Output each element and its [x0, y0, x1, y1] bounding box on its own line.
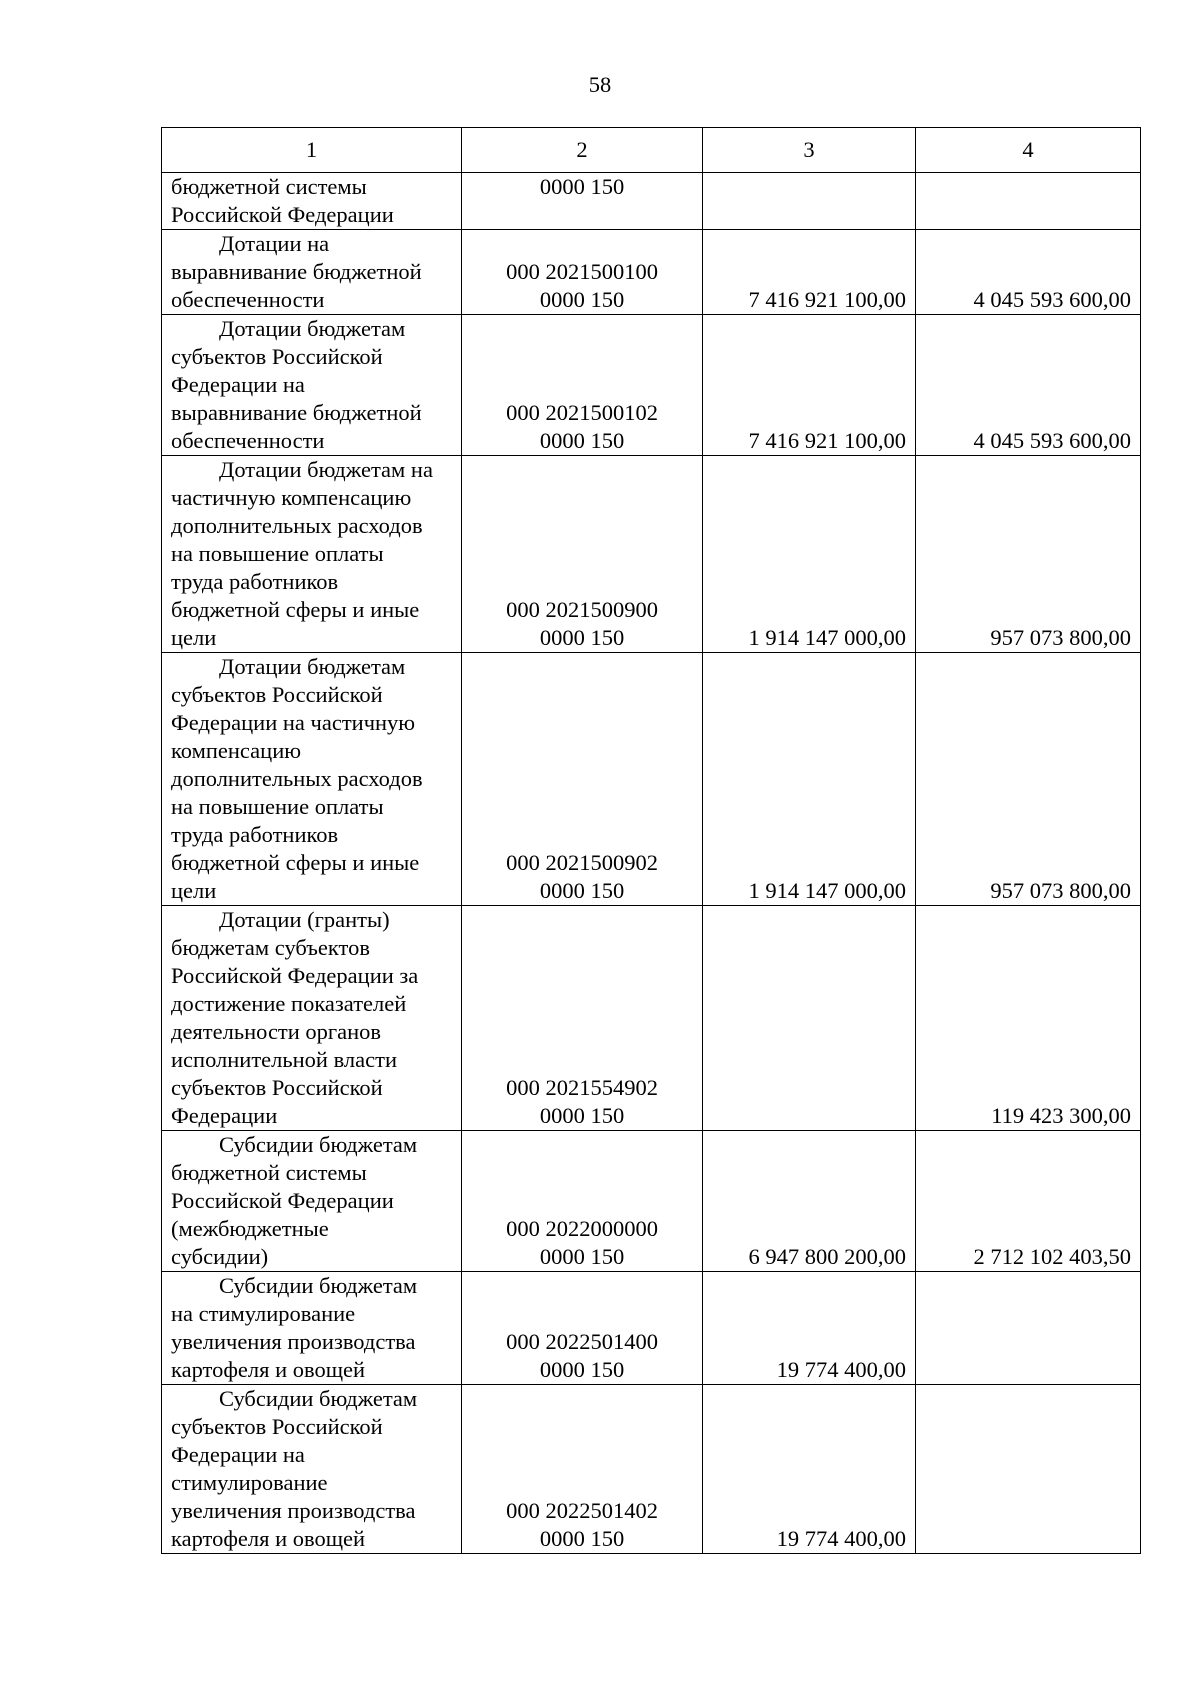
row-amount-col4: [916, 1385, 1141, 1554]
table-row: [162, 1385, 1141, 1554]
name-line: Дотации бюджетам на: [219, 457, 433, 482]
name-line: Федерации на частичную: [171, 710, 416, 735]
row-code-cell: [462, 1131, 703, 1272]
code-line: 000 2022501402: [506, 1498, 658, 1523]
row-amount-col4: [916, 1272, 1141, 1385]
name-line: картофеля и овощей: [171, 1357, 366, 1382]
row-amount-col3: 7 416 921 100,00: [703, 315, 916, 456]
name-line: компенсацию: [171, 738, 302, 763]
name-line: субъектов Российской: [171, 344, 383, 369]
row-amount-col4: 957 073 800,00: [916, 456, 1141, 653]
name-line: деятельности органов: [171, 1019, 382, 1044]
name-line: достижение показателей: [171, 991, 407, 1016]
row-amount-col3: 19 774 400,00: [703, 1385, 916, 1554]
code-line: 000 2022501400: [506, 1329, 658, 1354]
table-row: [162, 230, 1141, 315]
table-row: [162, 173, 1141, 230]
name-line: (межбюджетные: [171, 1216, 329, 1241]
name-line: Дотации (гранты): [219, 907, 390, 932]
name-line: Субсидии бюджетам: [219, 1386, 418, 1411]
row-code-cell: [462, 456, 703, 653]
name-line: увеличения производства: [171, 1329, 416, 1354]
name-line: Дотации бюджетам: [219, 316, 406, 341]
row-name-cell: [162, 1131, 462, 1272]
name-line: субсидии): [171, 1244, 269, 1269]
name-line: выравнивание бюджетной: [171, 259, 422, 284]
row-amount-col4: 2 712 102 403,50: [916, 1131, 1141, 1272]
name-line: Федерации на: [171, 1442, 305, 1467]
table-row: [162, 653, 1141, 906]
code-line: 000 2021500102: [506, 400, 658, 425]
row-amount-col3: 19 774 400,00: [703, 1272, 916, 1385]
row-amount-col4: [916, 173, 1141, 230]
code-line: 000 2021500100: [506, 259, 658, 284]
code-line: 000 2021554902: [506, 1075, 658, 1100]
column-header: 3: [703, 128, 916, 173]
code-line: 0000 150: [539, 1526, 625, 1551]
code-line: 000 2021500900: [506, 597, 658, 622]
table-row: [162, 315, 1141, 456]
name-line: увеличения производства: [171, 1498, 416, 1523]
budget-table: [161, 127, 1141, 1554]
row-code-cell: [462, 230, 703, 315]
name-line: картофеля и овощей: [171, 1526, 366, 1551]
name-line: Субсидии бюджетам: [219, 1273, 418, 1298]
name-line: стимулирование: [171, 1470, 328, 1495]
name-line: бюджетной сферы и иные: [171, 850, 420, 875]
code-line: 0000 150: [539, 1357, 625, 1382]
column-header: 1: [162, 128, 462, 173]
name-line: Российской Федерации: [171, 202, 394, 227]
name-line: выравнивание бюджетной: [171, 400, 422, 425]
row-code-cell: [462, 653, 703, 906]
row-amount-col3: 6 947 800 200,00: [703, 1131, 916, 1272]
row-name-cell: [162, 906, 462, 1131]
code-line: 0000 150: [539, 174, 625, 199]
row-amount-col3: [703, 906, 916, 1131]
code-line: 0000 150: [539, 1103, 625, 1128]
name-line: обеспеченности: [171, 287, 325, 312]
name-line: бюджетной сферы и иные: [171, 597, 420, 622]
row-amount-col3: 1 914 147 000,00: [703, 456, 916, 653]
code-line: 0000 150: [539, 287, 625, 312]
row-amount-col3: 7 416 921 100,00: [703, 230, 916, 315]
row-name-cell: [162, 173, 462, 230]
table-row: [162, 1272, 1141, 1385]
table-row: [162, 456, 1141, 653]
code-line: 0000 150: [539, 428, 625, 453]
row-name-cell: [162, 1385, 462, 1554]
name-line: на повышение оплаты: [171, 794, 384, 819]
name-line: бюджетной системы: [171, 1160, 367, 1185]
name-line: исполнительной власти: [171, 1047, 397, 1072]
table-row: [162, 1131, 1141, 1272]
row-amount-col4: 4 045 593 600,00: [916, 315, 1141, 456]
name-line: бюджетной системы: [171, 174, 367, 199]
name-line: цели: [171, 878, 217, 903]
name-line: дополнительных расходов: [171, 513, 423, 538]
column-header: 2: [462, 128, 703, 173]
code-line: 000 2022000000: [506, 1216, 658, 1241]
row-code-cell: [462, 173, 703, 230]
row-code-cell: [462, 315, 703, 456]
row-name-cell: [162, 315, 462, 456]
row-amount-col4: 119 423 300,00: [916, 906, 1141, 1131]
name-line: Федерации на: [171, 372, 305, 397]
code-line: 0000 150: [539, 1244, 625, 1269]
name-line: Дотации на: [219, 231, 330, 256]
name-line: обеспеченности: [171, 428, 325, 453]
name-line: на стимулирование: [171, 1301, 356, 1326]
name-line: Российской Федерации: [171, 1188, 394, 1213]
name-line: субъектов Российской: [171, 1075, 383, 1100]
code-line: 0000 150: [539, 625, 625, 650]
column-header: 4: [916, 128, 1141, 173]
name-line: Субсидии бюджетам: [219, 1132, 418, 1157]
row-amount-col4: 4 045 593 600,00: [916, 230, 1141, 315]
name-line: частичную компенсацию: [171, 485, 412, 510]
name-line: Федерации: [171, 1103, 278, 1128]
code-line: 000 2021500902: [506, 850, 658, 875]
name-line: труда работников: [171, 822, 339, 847]
row-name-cell: [162, 230, 462, 315]
name-line: субъектов Российской: [171, 1414, 383, 1439]
row-code-cell: [462, 906, 703, 1131]
name-line: на повышение оплаты: [171, 541, 384, 566]
row-amount-col3: [703, 173, 916, 230]
name-line: Дотации бюджетам: [219, 654, 406, 679]
name-line: цели: [171, 625, 217, 650]
row-code-cell: [462, 1385, 703, 1554]
table-row: [162, 906, 1141, 1131]
name-line: бюджетам субъектов: [171, 935, 370, 960]
code-line: 0000 150: [539, 878, 625, 903]
budget-table-body: [162, 128, 1141, 1554]
row-name-cell: [162, 456, 462, 653]
page-number: 58: [588, 72, 612, 97]
name-line: субъектов Российской: [171, 682, 383, 707]
name-line: дополнительных расходов: [171, 766, 423, 791]
row-name-cell: [162, 1272, 462, 1385]
name-line: Российской Федерации за: [171, 963, 419, 988]
row-code-cell: [462, 1272, 703, 1385]
name-line: труда работников: [171, 569, 339, 594]
row-amount-col4: 957 073 800,00: [916, 653, 1141, 906]
row-name-cell: [162, 653, 462, 906]
table-header-row: [162, 128, 1141, 173]
row-amount-col3: 1 914 147 000,00: [703, 653, 916, 906]
